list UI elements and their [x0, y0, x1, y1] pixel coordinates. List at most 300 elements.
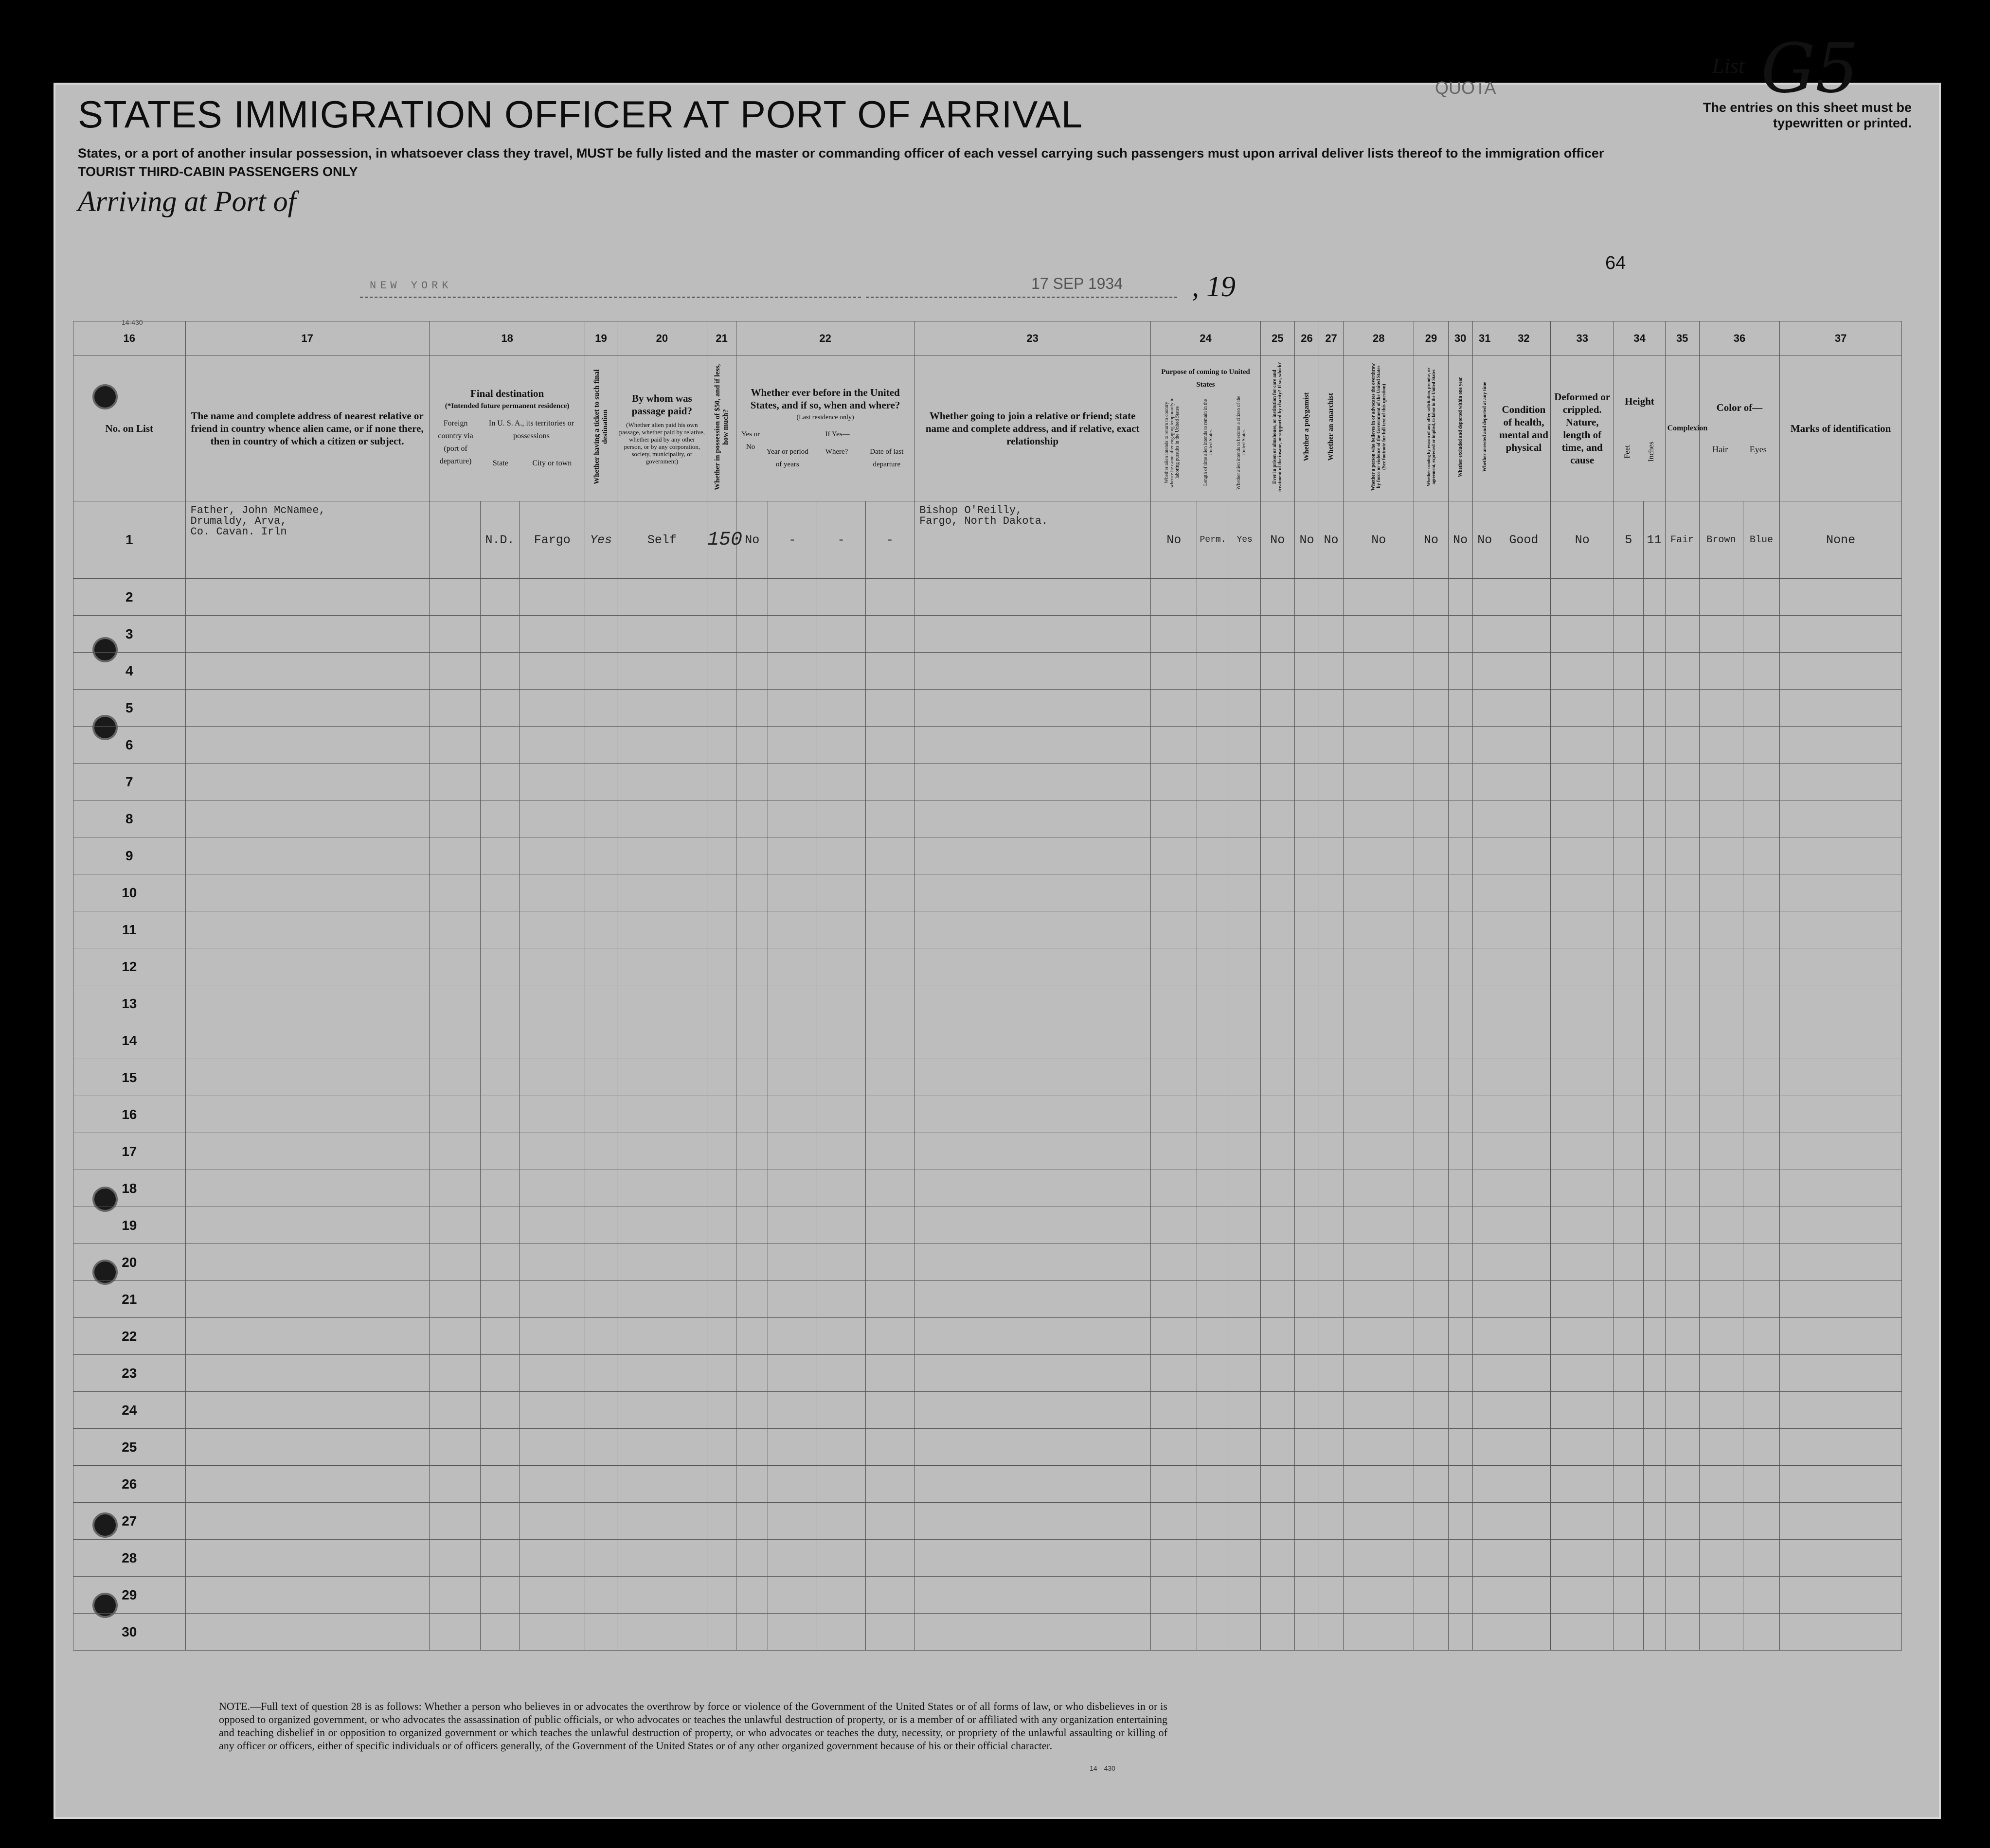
empty-cell — [1551, 1429, 1614, 1466]
empty-cell — [1319, 1392, 1344, 1429]
empty-cell — [1665, 1318, 1699, 1355]
empty-cell — [480, 1429, 519, 1466]
header-ticket — [585, 356, 617, 501]
empty-cell — [1344, 800, 1414, 837]
empty-cell — [1197, 1577, 1229, 1614]
empty-cell — [865, 727, 914, 764]
empty-cell — [707, 1207, 736, 1244]
empty-cell — [707, 616, 736, 653]
empty-cell — [1743, 1392, 1779, 1429]
empty-cell — [1699, 1392, 1743, 1429]
empty-cell — [1344, 616, 1414, 653]
empty-cell — [1294, 948, 1319, 985]
arriving-label: Arriving at Port of — [78, 185, 296, 217]
table-row — [73, 1318, 1902, 1355]
empty-cell — [817, 727, 865, 764]
inches-label: Inches — [1647, 442, 1655, 462]
empty-cell — [1319, 1429, 1344, 1466]
empty-cell — [1780, 1466, 1902, 1503]
empty-cell — [1229, 1281, 1260, 1318]
row-number: 11 — [73, 911, 186, 948]
empty-cell — [1151, 1429, 1197, 1466]
empty-cell — [736, 616, 768, 653]
row-number: 21 — [73, 1281, 186, 1318]
empty-cell — [1414, 1170, 1448, 1207]
empty-cell — [1151, 1281, 1197, 1318]
empty-cell — [520, 1318, 585, 1355]
empty-cell — [1319, 616, 1344, 653]
empty-cell — [1643, 764, 1665, 800]
empty-cell — [817, 1466, 865, 1503]
empty-cell — [185, 1614, 429, 1651]
empty-cell — [520, 1429, 585, 1466]
empty-cell — [817, 1022, 865, 1059]
empty-cell — [1197, 653, 1229, 690]
empty-cell — [1197, 1355, 1229, 1392]
empty-cell — [707, 1466, 736, 1503]
empty-cell — [817, 948, 865, 985]
empty-cell — [1260, 1614, 1294, 1651]
empty-cell — [865, 690, 914, 727]
empty-cell — [520, 1207, 585, 1244]
empty-cell — [914, 1540, 1151, 1577]
empty-cell — [1319, 1355, 1344, 1392]
empty-cell — [1197, 690, 1229, 727]
date-line — [866, 297, 1177, 298]
empty-cell — [520, 1059, 585, 1096]
excluded-cell: No — [1448, 501, 1472, 579]
empty-cell — [1551, 1170, 1614, 1207]
empty-cell — [1448, 948, 1472, 985]
empty-cell — [1414, 764, 1448, 800]
empty-cell — [617, 1281, 707, 1318]
empty-cell — [480, 1614, 519, 1651]
empty-cell — [768, 616, 817, 653]
empty-cell — [1197, 1170, 1229, 1207]
empty-cell — [1665, 874, 1699, 911]
footnote: NOTE.—Full text of question 28 is as follows: Whether a person who believes in or advocates the overthrow by force or violence of the Government of the United States or of all forms of law, or who disbelieves in or is opposed to organized government, or who advocates the assassination of public officials, or who advocates or teaches the unlawful destruction of property, or is a member of or affiliated with any organization entertaining and teaching disbelief in or opposition to organized government or which teaches the unlawful destruction of property, or who advocates or teaches the duty, necessity, or propriety of the unlawful assaulting or killing of any officer or officers, either of specific individuals or of officers generally, of the Government of the United States or of any other organized government because of his or their official character. — [219, 1700, 1167, 1752]
empty-cell — [1151, 1577, 1197, 1614]
col-num: 25 — [1260, 321, 1294, 356]
page-title: STATES IMMIGRATION OFFICER AT PORT OF ARRIVAL — [78, 93, 1083, 136]
empty-cell — [707, 874, 736, 911]
header-final-destination — [429, 356, 585, 501]
empty-cell — [768, 1392, 817, 1429]
empty-cell — [1344, 985, 1414, 1022]
empty-cell — [1197, 1059, 1229, 1096]
empty-cell — [1229, 727, 1260, 764]
empty-cell — [185, 1244, 429, 1281]
empty-cell — [1319, 1540, 1344, 1577]
empty-cell — [1319, 1281, 1344, 1318]
empty-cell — [768, 1429, 817, 1466]
empty-cell — [865, 1244, 914, 1281]
empty-cell — [1614, 948, 1643, 985]
empty-cell — [707, 911, 736, 948]
empty-cell — [585, 1577, 617, 1614]
empty-cell — [1551, 1022, 1614, 1059]
row-number: 6 — [73, 727, 186, 764]
empty-cell — [1780, 1577, 1902, 1614]
empty-cell — [1344, 948, 1414, 985]
empty-cell — [768, 1133, 817, 1170]
empty-cell — [617, 985, 707, 1022]
empty-cell — [1151, 874, 1197, 911]
empty-cell — [1229, 1429, 1260, 1466]
header-labor — [1414, 356, 1448, 501]
row-number: 24 — [73, 1392, 186, 1429]
empty-cell — [1614, 1133, 1643, 1170]
empty-cell — [1643, 1429, 1665, 1466]
empty-cell — [429, 948, 480, 985]
empty-cell — [1229, 874, 1260, 911]
empty-cell — [1551, 1503, 1614, 1540]
empty-cell — [429, 1429, 480, 1466]
return-label: Whether alien intends to return to country whence he came after engaging temporarily in laboring pursuits in the United States — [1164, 397, 1181, 488]
empty-cell — [617, 1059, 707, 1096]
table-row — [73, 579, 1902, 616]
empty-cell — [1643, 837, 1665, 874]
empty-cell — [1497, 579, 1550, 616]
empty-cell — [1551, 1281, 1614, 1318]
empty-cell — [817, 874, 865, 911]
empty-cell — [865, 616, 914, 653]
empty-cell — [707, 948, 736, 985]
empty-cell — [768, 690, 817, 727]
empty-cell — [1151, 1244, 1197, 1281]
empty-cell — [1229, 1355, 1260, 1392]
empty-cell — [520, 948, 585, 985]
overthrow-label: Whether a person who believes in or advocates the overthrow by force or violence of the Government of the United States (See footnote for full text of this question) — [1370, 363, 1387, 491]
empty-cell — [617, 1577, 707, 1614]
empty-cell — [1260, 1133, 1294, 1170]
empty-cell — [1344, 579, 1414, 616]
empty-cell — [817, 1096, 865, 1133]
empty-cell — [1743, 764, 1779, 800]
empty-cell — [736, 653, 768, 690]
empty-cell — [914, 764, 1151, 800]
empty-cell — [1472, 800, 1497, 837]
empty-cell — [1472, 1059, 1497, 1096]
empty-cell — [914, 1355, 1151, 1392]
empty-cell — [1643, 616, 1665, 653]
prison-label: Ever in prison or almshouse, or institution for care and treatment of the insane, or supported by charity? If so, which? — [1272, 362, 1283, 492]
empty-cell — [1643, 579, 1665, 616]
header-height — [1614, 356, 1665, 501]
empty-cell — [1448, 1207, 1472, 1244]
empty-cell — [1699, 1096, 1743, 1133]
empty-cell — [520, 1096, 585, 1133]
empty-cell — [914, 1577, 1151, 1614]
empty-cell — [429, 1133, 480, 1170]
empty-cell — [1551, 948, 1614, 985]
empty-cell — [1472, 764, 1497, 800]
table-row — [73, 1244, 1902, 1281]
empty-cell — [707, 727, 736, 764]
empty-cell — [1743, 1022, 1779, 1059]
empty-cell — [1551, 1577, 1614, 1614]
empty-cell — [914, 1318, 1151, 1355]
empty-cell — [480, 1540, 519, 1577]
empty-cell — [1665, 1540, 1699, 1577]
empty-cell — [1472, 1207, 1497, 1244]
empty-cell — [1497, 764, 1550, 800]
empty-cell — [707, 1355, 736, 1392]
health-cell: Good — [1497, 501, 1550, 579]
empty-cell — [1197, 948, 1229, 985]
empty-cell — [1448, 1318, 1472, 1355]
empty-cell — [617, 616, 707, 653]
empty-cell — [480, 874, 519, 911]
deported-cell: No — [1472, 501, 1497, 579]
empty-cell — [480, 1355, 519, 1392]
empty-cell — [1414, 1577, 1448, 1614]
empty-cell — [768, 1318, 817, 1355]
empty-cell — [768, 1503, 817, 1540]
empty-cell — [1665, 1281, 1699, 1318]
deformed-cell: No — [1551, 501, 1614, 579]
empty-cell — [185, 800, 429, 837]
empty-cell — [1344, 1133, 1414, 1170]
empty-cell — [707, 764, 736, 800]
feet-cell: 5 — [1614, 501, 1643, 579]
empty-cell — [585, 1503, 617, 1540]
empty-cell — [1294, 1059, 1319, 1096]
empty-cell — [1699, 1281, 1743, 1318]
header-joining: Whether going to join a relative or friend; state name and complete address, and if relative, exact relationship — [914, 356, 1151, 501]
empty-cell — [429, 1355, 480, 1392]
table-row — [73, 1059, 1902, 1096]
empty-cell — [1229, 911, 1260, 948]
empty-cell — [585, 1244, 617, 1281]
empty-cell — [1197, 1022, 1229, 1059]
quota-stamp: QUOTA — [1435, 78, 1496, 98]
empty-cell — [817, 1614, 865, 1651]
empty-cell — [1448, 1281, 1472, 1318]
empty-cell — [1472, 837, 1497, 874]
empty-cell — [1643, 1540, 1665, 1577]
empty-cell — [1197, 1133, 1229, 1170]
row-number: 15 — [73, 1059, 186, 1096]
passage-note: (Whether alien paid his own passage, whether paid by relative, whether paid by any other person, or by any corporation, society, municipality, or government) — [619, 421, 705, 465]
empty-cell — [1614, 690, 1643, 727]
empty-cell — [1260, 1022, 1294, 1059]
empty-cell — [1780, 616, 1902, 653]
empty-cell — [1743, 1244, 1779, 1281]
empty-cell — [480, 690, 519, 727]
list-number: G5 — [1761, 29, 1859, 108]
empty-cell — [585, 1614, 617, 1651]
empty-cell — [1614, 653, 1643, 690]
empty-cell — [585, 1466, 617, 1503]
empty-cell — [520, 579, 585, 616]
empty-cell — [1780, 1207, 1902, 1244]
empty-cell — [1229, 1059, 1260, 1096]
feet-label: Feet — [1623, 445, 1632, 459]
empty-cell — [736, 1207, 768, 1244]
empty-cell — [1551, 1133, 1614, 1170]
empty-cell — [429, 727, 480, 764]
empty-cell — [1643, 1318, 1665, 1355]
empty-cell — [736, 948, 768, 985]
empty-cell — [736, 1466, 768, 1503]
empty-cell — [585, 579, 617, 616]
empty-cell — [1151, 1318, 1197, 1355]
empty-cell — [1448, 579, 1472, 616]
empty-cell — [429, 1540, 480, 1577]
empty-cell — [1448, 1429, 1472, 1466]
year-label: , 19 — [1192, 270, 1236, 302]
empty-cell — [1472, 1429, 1497, 1466]
header-money — [707, 356, 736, 501]
empty-cell — [617, 1207, 707, 1244]
empty-cell — [736, 1429, 768, 1466]
empty-cell — [1294, 1577, 1319, 1614]
empty-cell — [1643, 1503, 1665, 1540]
empty-cell — [1319, 874, 1344, 911]
empty-cell — [1665, 1170, 1699, 1207]
empty-cell — [1665, 690, 1699, 727]
empty-cell — [1614, 1022, 1643, 1059]
empty-cell — [1229, 1244, 1260, 1281]
empty-cell — [1319, 1022, 1344, 1059]
empty-cell — [1260, 616, 1294, 653]
empty-cell — [1260, 1318, 1294, 1355]
empty-cell — [480, 800, 519, 837]
empty-cell — [914, 1170, 1151, 1207]
empty-cell — [1614, 837, 1643, 874]
joining-cell: Bishop O'Reilly, Fargo, North Dakota. — [914, 501, 1151, 579]
col-num: 35 — [1665, 321, 1699, 356]
empty-cell — [768, 1207, 817, 1244]
empty-cell — [1151, 948, 1197, 985]
col-num: 36 — [1699, 321, 1779, 356]
empty-cell — [1260, 1355, 1294, 1392]
header-deported — [1472, 356, 1497, 501]
row-number: 17 — [73, 1133, 186, 1170]
empty-cell — [707, 1096, 736, 1133]
empty-cell — [1294, 1133, 1319, 1170]
empty-cell — [865, 1281, 914, 1318]
empty-cell — [185, 1207, 429, 1244]
empty-cell — [429, 1207, 480, 1244]
empty-cell — [768, 911, 817, 948]
empty-cell — [736, 1170, 768, 1207]
empty-cell — [1614, 1207, 1643, 1244]
empty-cell — [865, 1503, 914, 1540]
purpose-label: Purpose of coming to United States — [1161, 368, 1250, 389]
empty-cell — [1414, 1096, 1448, 1133]
yes-no-label: Yes or No — [741, 430, 760, 451]
empty-cell — [1643, 653, 1665, 690]
empty-cell — [1260, 1392, 1294, 1429]
empty-cell — [1743, 653, 1779, 690]
empty-cell — [520, 653, 585, 690]
empty-cell — [1260, 579, 1294, 616]
empty-cell — [617, 1133, 707, 1170]
empty-cell — [1448, 1133, 1472, 1170]
empty-cell — [1551, 985, 1614, 1022]
empty-cell — [1699, 874, 1743, 911]
empty-cell — [617, 579, 707, 616]
empty-cell — [480, 1170, 519, 1207]
empty-cell — [1151, 616, 1197, 653]
empty-cell — [1414, 1207, 1448, 1244]
empty-cell — [1497, 1170, 1550, 1207]
empty-cell — [1472, 1281, 1497, 1318]
empty-cell — [1614, 579, 1643, 616]
empty-cell — [1151, 579, 1197, 616]
empty-cell — [736, 1503, 768, 1540]
empty-cell — [914, 1466, 1151, 1503]
empty-cell — [185, 1540, 429, 1577]
table-row — [73, 690, 1902, 727]
empty-cell — [1260, 653, 1294, 690]
final-destination-label: Final destination — [470, 388, 544, 399]
empty-cell — [1294, 1392, 1319, 1429]
empty-cell — [1319, 1244, 1344, 1281]
empty-cell — [865, 1207, 914, 1244]
empty-cell — [1699, 1355, 1743, 1392]
empty-cell — [914, 1503, 1151, 1540]
empty-cell — [914, 1022, 1151, 1059]
empty-cell — [1319, 985, 1344, 1022]
empty-cell — [1472, 911, 1497, 948]
empty-cell — [1151, 764, 1197, 800]
hair-cell: Brown — [1699, 501, 1743, 579]
empty-cell — [1448, 1355, 1472, 1392]
empty-cell — [480, 1022, 519, 1059]
empty-cell — [1197, 1614, 1229, 1651]
empty-cell — [1414, 1355, 1448, 1392]
empty-cell — [1780, 1614, 1902, 1651]
city-cell: Fargo — [520, 501, 585, 579]
header-health: Condition of health, mental and physical — [1497, 356, 1550, 501]
table-row — [73, 653, 1902, 690]
row-number: 10 — [73, 874, 186, 911]
empty-cell — [1699, 800, 1743, 837]
empty-cell — [865, 874, 914, 911]
empty-cell — [914, 911, 1151, 948]
empty-cell — [520, 764, 585, 800]
empty-cell — [1699, 948, 1743, 985]
empty-cell — [1614, 1614, 1643, 1651]
empty-cell — [1614, 1577, 1643, 1614]
empty-cell — [1260, 948, 1294, 985]
empty-cell — [1197, 985, 1229, 1022]
empty-cell — [1197, 579, 1229, 616]
empty-cell — [768, 837, 817, 874]
empty-cell — [185, 911, 429, 948]
empty-cell — [1151, 727, 1197, 764]
empty-cell — [1229, 1022, 1260, 1059]
empty-cell — [1414, 911, 1448, 948]
empty-cell — [480, 948, 519, 985]
row-number: 4 — [73, 653, 186, 690]
empty-cell — [1414, 1281, 1448, 1318]
empty-cell — [480, 1392, 519, 1429]
inches-cell: 11 — [1643, 501, 1665, 579]
empty-cell — [1497, 837, 1550, 874]
empty-cell — [768, 948, 817, 985]
empty-cell — [914, 800, 1151, 837]
empty-cell — [768, 1170, 817, 1207]
empty-cell — [1472, 1540, 1497, 1577]
empty-cell — [1614, 727, 1643, 764]
empty-cell — [736, 1540, 768, 1577]
col-num: 29 — [1414, 321, 1448, 356]
empty-cell — [1780, 874, 1902, 911]
